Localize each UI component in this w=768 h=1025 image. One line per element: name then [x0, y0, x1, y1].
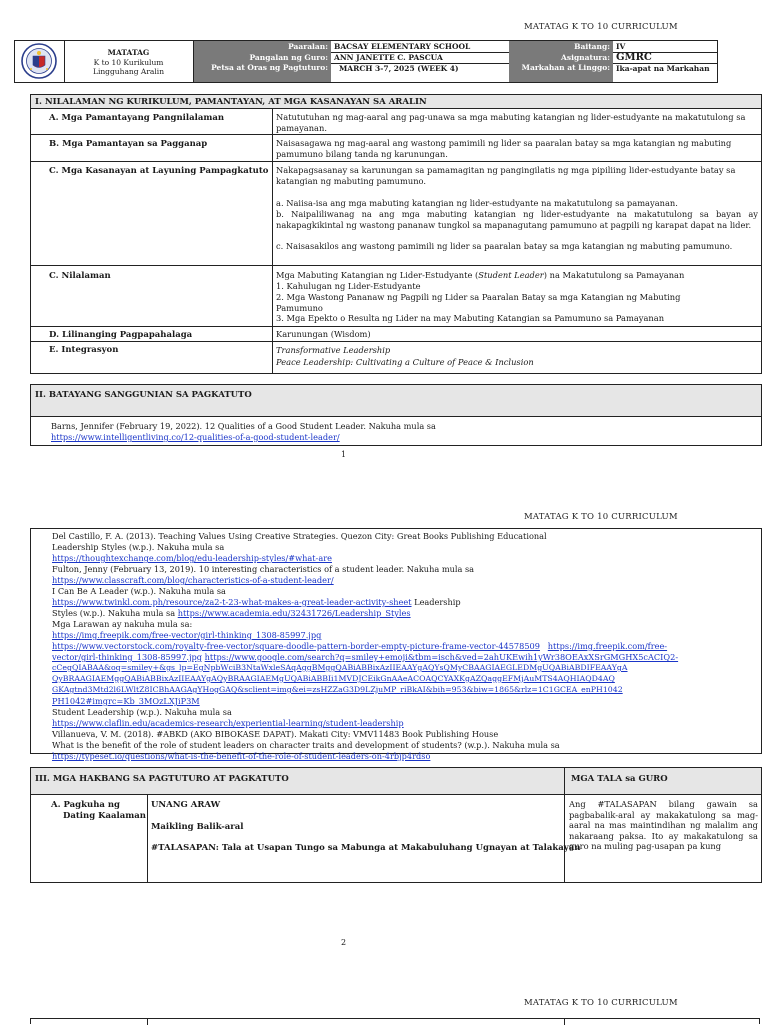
section-3-title: III. MGA HAKBANG SA PAGTUTURO AT PAGKATUTO: [35, 774, 289, 784]
column-divider: [272, 109, 273, 373]
column-divider: [564, 1019, 565, 1025]
row-d-label: D. Lilinanging Pagpapahalaga: [49, 330, 193, 340]
references-continued: [30, 528, 762, 761]
reference-text: Barns, Jennifer (February 19, 2022). 12 Qualities of a Good Student Leader. Nakuha mula sa: [51, 421, 436, 431]
row-b-text: Naisasagawa ng mag-aaral ang wastong pamimili ng lider sa paaralan batay sa mga katangian ng mabuting pamumuno bilang tanda ng karunungan.: [276, 138, 732, 159]
column-divider: [564, 768, 565, 882]
markahan-value: Ika-apat na Markahan: [616, 63, 710, 73]
reference-link[interactable]: QyBRAAGIAEMggQABiABBixAzIIEAAYgAQyBRAAGIAEMgUQABiABBIi1MVDJCEikGnAAeACOAQCYAXKgAZQaggEFMjAuMTS4AQHIAQD4AQ: [52, 674, 615, 683]
petsa-label: Petsa at Oras ng Pagtuturo:: [194, 63, 331, 82]
row-b-label: B. Mga Pamantayan sa Pagganap: [49, 139, 208, 149]
row-divider: [31, 161, 761, 162]
lesson-title-block: [64, 41, 194, 82]
page-number: 2: [341, 938, 347, 947]
teacher-note: Ang #TALASAPAN bilang gawain sa pagbabalik-aral ay makakatulong sa mag-aaral na mas maintindihan ng malalim ang nakaraang paksa. Ito ay makakatulong sa guro na muling pag-usapan pa kung: [569, 799, 758, 851]
reference-link[interactable]: https://www.academia.edu/32431726/Leadership_Styles: [177, 608, 411, 618]
row-d-text: Karunungan (Wisdom): [276, 329, 371, 339]
reference-text: Student Leadership (w.p.). Nakuha mula sa: [52, 707, 232, 717]
section-2-title: II. BATAYANG SANGGUNIAN SA PAGKATUTO: [31, 385, 761, 417]
page-number: 1: [341, 450, 347, 459]
reference-line: Styles (w.p.). Nakuha mula sa https://www.academia.edu/32431726/Leadership_Styles: [52, 608, 411, 618]
reference-link[interactable]: https://typeset.io/questions/what-is-the-benefit-of-the-role-of-student-leaders-on-4rbjp4rdso: [52, 751, 431, 761]
row-divider: [31, 341, 761, 342]
header-info-table: [194, 41, 717, 82]
reference-text: Leadership Styles (w.p.). Nakuha mula sa: [52, 542, 225, 552]
row-nilalaman-label: C. Nilalaman: [49, 271, 111, 281]
section-1-title: I. NILALAMAN NG KURIKULUM, PAMANTAYAN, AT MGA KASANAYAN SA ARALIN: [31, 95, 761, 109]
reference-link[interactable]: GKAgtnd3Mtd2l6LWltZ8ICBhAAGAgYHogGAQ&sclient=img&ei=zsHZZaG3D9LZjuMP_riBkAI&bih=953&biw=1865&rlz=1C1GCEA_enPH1042: [52, 685, 623, 694]
reference-link[interactable]: https://www.classcraft.com/blog/characteristics-of-a-student-leader/: [52, 575, 334, 585]
running-header: MATATAG K TO 10 CURRICULUM: [524, 512, 678, 522]
row-a-text: Natututuhan ng mag-aaral ang pag-unawa sa mga mabuting katangian ng lider-estudyante na makatutulong sa pamayanan.: [276, 112, 746, 133]
row-c-label: C. Mga Kasanayan at Layuning Pampagkatuto: [49, 166, 269, 176]
reference-link[interactable]: https://www.claflin.edu/academics-research/experiential-learning/student-leadership: [52, 718, 404, 728]
running-header: MATATAG K TO 10 CURRICULUM: [524, 22, 678, 32]
lesson-type: Lingguhang Aralin: [92, 67, 165, 76]
row-c-item-b: b. Naipaliliwanag na ang mga mabuting katangian ng lider-estudyante na makatutulong sa bayan ay nakapagkikintal ng wastong pananaw tungkol sa mapanagutang pamumuno at pagpili ng karapat dapat na lider.: [276, 209, 758, 230]
section-1: [30, 94, 762, 374]
reference-link[interactable]: cCegQIABAA&oq=smiley+&gs_lp=EgNpbWciB3NtaWxleSAqAggBMggQABiABBixAzIIEAAYgAQYsQMyCBAAGIAEGLEDMgUQABiABDIFEAAYgA: [52, 663, 628, 672]
reference-link[interactable]: https://thoughtexchange.com/blog/edu-leadership-styles/#what-are: [52, 553, 332, 563]
guro-label: Pangalan ng Guro:: [194, 52, 331, 63]
row-divider: [31, 134, 761, 135]
paaralan-label: Paaralan:: [194, 41, 331, 52]
running-header: MATATAG K TO 10 CURRICULUM: [524, 998, 678, 1008]
sub-heading: Maikling Balik-aral: [151, 822, 244, 832]
lesson-header: [14, 40, 718, 83]
reference-text: What is the benefit of the role of student leaders on character traits and development of students? (w.p.). Nakuha mula sa: [52, 740, 560, 750]
logo-cell: [15, 41, 65, 82]
row-divider: [31, 326, 761, 327]
nilalaman-item-2: 2. Mga Wastong Pananaw ng Pagpili ng Lider sa Paaralan Batay sa mga Katangian ng Mabuting Pamumuno: [276, 292, 681, 313]
reference-text: Villanueva, V. M. (2018). #ABKD (AKO BIBOKASE DAPAT). Makati City: VMV11483 Book Publishing House: [52, 729, 499, 739]
reference-text: Fulton, Jenny (February 13, 2019). 10 interesting characteristics of a student leader. Nakuha mula sa: [52, 564, 475, 574]
section-2: [30, 384, 762, 446]
baitang-value: IV: [613, 41, 717, 52]
baitang-label: Baitang:: [509, 41, 613, 52]
reference-line: [52, 641, 667, 652]
reference-text: Del Castillo, F. A. (2013). Teaching Values Using Creative Strategies. Quezon City: Great Books Publishing Educational: [52, 531, 547, 541]
nilalaman-item-3: 3. Mga Epekto o Resulta ng Lider na may Mabuting Katangian sa Pamumuno sa Pamayanan: [276, 313, 665, 323]
row-divider: [31, 265, 761, 266]
guro-value: ANN JANETTE C. PASCUA: [331, 52, 509, 63]
column-divider: [147, 1019, 148, 1025]
day-heading: UNANG ARAW: [151, 800, 221, 810]
reference-link[interactable]: vector/girl-thinking_1308-85997.jpg: [52, 652, 203, 662]
section-3: [30, 767, 762, 883]
asignatura-label: Asignatura:: [509, 52, 613, 63]
reference-line: [52, 652, 678, 663]
reference-link[interactable]: PH1042#imgrc=Kb_3MOzLXJiP3M: [52, 696, 200, 706]
reference-link[interactable]: https://www.vectorstock.com/royalty-free-vector/square-doodle-pattern-border-empty-picture-frame-vector-44578509: [52, 641, 540, 651]
asignatura-value: GMRC: [613, 52, 717, 63]
deped-seal-icon: [19, 42, 59, 80]
row-c-intro: Nakapagsasanay sa karunungan sa pamamagitan ng pangingilatis ng mga pipiliing lider-estudyante batay sa katangian ng mabuting pamumuno.: [276, 165, 736, 186]
next-page-table-edge: [30, 1018, 760, 1024]
row-e-label: E. Integrasyon: [49, 345, 119, 355]
markahan-label: Markahan at Linggo:: [509, 63, 613, 82]
nilalaman-item-1: 1. Kahulugan ng Lider-Estudyante: [276, 281, 421, 291]
reference-link[interactable]: https://img.freepik.com/free-: [547, 641, 668, 651]
reference-link[interactable]: https://www.google.com/search?q=smiley+emoji&tbm=isch&ved=2ahUKEwih1yWr38OEAxXSrGMGHX5cACIQ2-: [204, 652, 679, 662]
reference-text: Mga Larawan ay nakuha mula sa:: [52, 619, 193, 629]
petsa-value: MARCH 3-7, 2025 (WEEK 4): [339, 63, 459, 73]
column-divider: [147, 794, 148, 882]
row-e-text-2: Peace Leadership: Cultivating a Culture of Peace & Inclusion: [276, 357, 534, 367]
row-a-label: A. Mga Pamantayang Pangnilalaman: [49, 113, 225, 123]
row-c-item-c: c. Naisasakilos ang wastong pamimili ng lider sa paaralan batay sa mga katangian ng mabuting pamumuno.: [276, 241, 733, 251]
row-e-text-1: Transformative Leadership: [276, 345, 391, 355]
reference-text: I Can Be A Leader (w.p.). Nakuha mula sa: [52, 586, 226, 596]
reference-line: https://www.twinkl.com.ph/resource/za2-t-23-what-makes-a-great-leader-activity-sheet Leadership: [52, 597, 461, 607]
step-a-label-2: Dating Kaalaman: [63, 811, 146, 821]
row-c-item-a: a. Naiisa-isa ang mga mabuting katangian ng lider-estudyante na makatutulong sa pamayanan.: [276, 198, 678, 208]
reference-link[interactable]: https://www.twinkl.com.ph/resource/za2-t-23-what-makes-a-great-leader-activity-sheet: [52, 597, 412, 607]
reference-link[interactable]: https://img.freepik.com/free-vector/girl-thinking_1308-85997.jpg: [52, 630, 322, 640]
activity-title: #TALASAPAN: Tala at Usapan Tungo sa Mabunga at Makabuluhang Ugnayan at Talakayan: [151, 843, 581, 853]
step-a-label-1: A. Pagkuha ng: [51, 800, 120, 810]
row-nilalaman-intro: Mga Mabuting Katangian ng Lider-Estudyante (Student Leader) na Makatutulong sa Pamayanan: [276, 270, 685, 280]
notes-title: MGA TALA sa GURO: [571, 774, 668, 784]
lesson-title: MATATAG: [107, 48, 150, 57]
reference-link[interactable]: https://www.intelligentliving.co/12-qualities-of-a-good-student-leader/: [51, 432, 340, 442]
paaralan-value: BACSAY ELEMENTARY SCHOOL: [331, 41, 509, 52]
lesson-subtitle: K to 10 Kurikulum: [93, 57, 164, 67]
